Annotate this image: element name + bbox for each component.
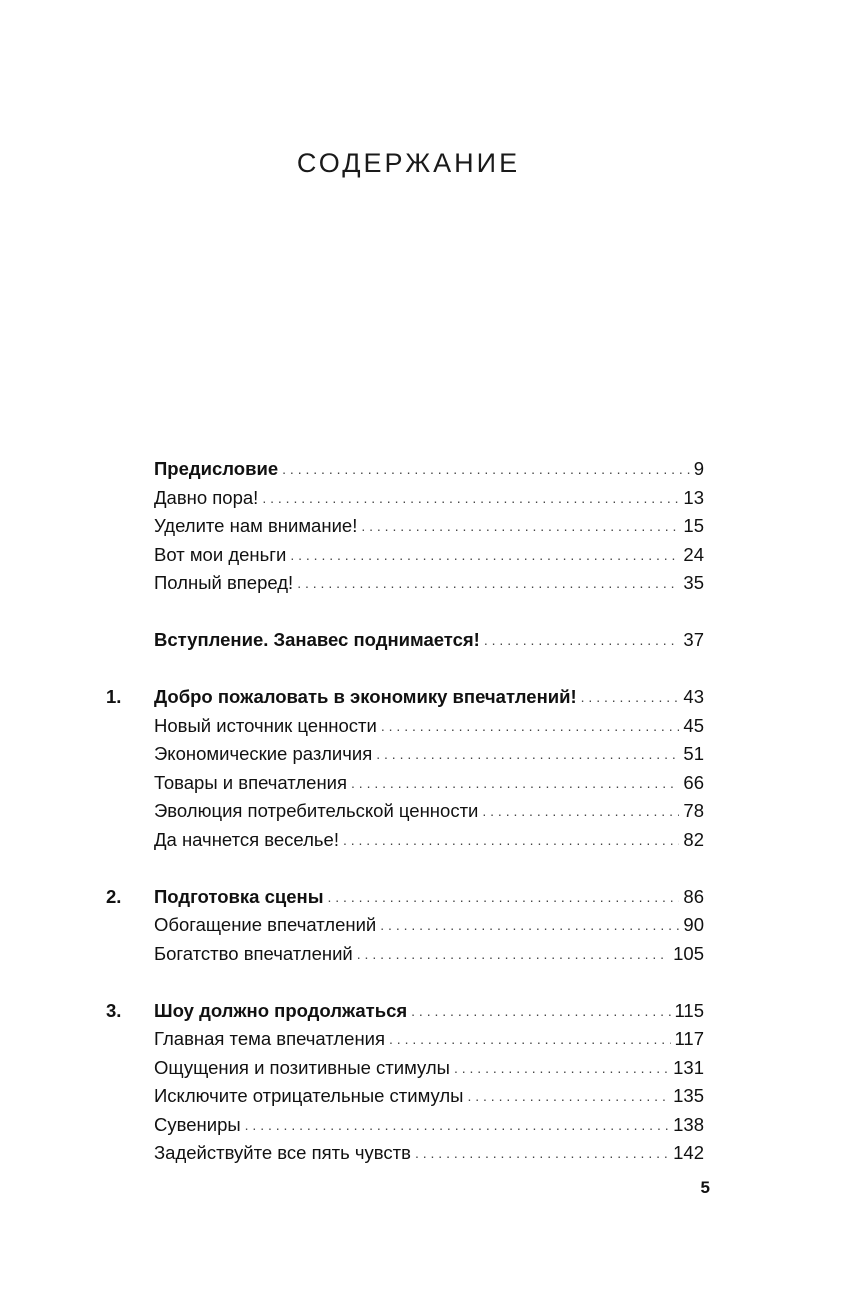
dot-leader — [262, 484, 679, 513]
toc-entry-title — [154, 683, 577, 712]
toc-entry-title-text: Новый источник ценности — [154, 714, 377, 736]
dot-leader — [411, 997, 670, 1026]
dot-leader — [484, 626, 680, 655]
toc-chapter-entry[interactable] — [106, 455, 704, 484]
toc-section — [106, 455, 704, 598]
toc-entry-title — [154, 1082, 463, 1111]
toc-entry-title-text: Полный вперед! — [154, 572, 294, 593]
toc-entry-title — [154, 997, 407, 1026]
toc-subsection-entry[interactable] — [106, 769, 704, 798]
dot-leader — [581, 683, 680, 712]
toc-entry-title-text: Вот мои деньги — [154, 543, 287, 565]
toc-entry-title — [154, 1139, 411, 1168]
toc-entry-title-text: Богатство впечатлений — [154, 942, 353, 964]
toc-section — [106, 683, 704, 854]
dot-leader — [381, 712, 680, 741]
toc-section — [106, 626, 704, 655]
toc-entry-title-text: Задействуйте все пять чувств — [154, 1142, 411, 1163]
toc-entry-title-text: Главная тема впечатления — [154, 1028, 386, 1049]
dot-leader — [482, 797, 679, 826]
toc-entry-page: 9 — [693, 458, 704, 479]
toc-chapter-entry[interactable] — [106, 883, 704, 912]
toc-entry-title — [154, 569, 293, 598]
toc-subsection-entry[interactable] — [106, 1025, 704, 1054]
dot-leader — [351, 769, 679, 798]
toc-entry-title — [154, 1111, 241, 1140]
toc-subsection-entry[interactable] — [106, 911, 704, 940]
toc-subsection-entry[interactable] — [106, 1082, 704, 1111]
toc-entry-title — [154, 512, 357, 541]
dot-leader — [343, 826, 679, 855]
dot-leader — [467, 1082, 669, 1111]
dot-leader — [245, 1111, 669, 1140]
toc-subsection-entry[interactable] — [106, 797, 704, 826]
toc-subsection-entry[interactable] — [106, 940, 704, 969]
toc-entry-title — [154, 769, 347, 798]
toc-chapter-entry[interactable] — [106, 997, 704, 1026]
toc-entry-page: 66 — [683, 771, 704, 793]
dot-leader — [282, 455, 690, 484]
toc-subsection-entry[interactable] — [106, 1139, 704, 1168]
toc-entry-page: 13 — [683, 486, 704, 508]
toc-entry-page: 135 — [673, 1085, 704, 1106]
dot-leader — [290, 541, 679, 570]
toc-entry-page: 51 — [683, 743, 704, 764]
toc-subsection-entry[interactable] — [106, 712, 704, 741]
toc-entry-title-text: Предисловие — [154, 458, 279, 479]
toc-entry-title-text: Товары и впечатления — [154, 771, 348, 793]
toc-subsection-entry[interactable] — [106, 512, 704, 541]
toc-entry-number: 3. — [106, 999, 122, 1021]
toc-entry-title — [154, 911, 376, 940]
toc-entry-page: 86 — [683, 885, 704, 907]
toc-entry-page: 35 — [683, 572, 704, 593]
toc-entry-page: 142 — [673, 1142, 704, 1163]
toc-entry-page: 15 — [683, 515, 704, 536]
toc-entry-title — [154, 484, 258, 513]
toc-entry-page: 115 — [674, 999, 704, 1021]
dot-leader — [415, 1139, 669, 1168]
toc-entry-number: 2. — [106, 885, 122, 907]
dot-leader — [328, 883, 680, 912]
toc-entry-title-text: Да начнется веселье! — [154, 828, 339, 850]
toc-entry-title-text: Уделите нам внимание! — [154, 515, 358, 536]
toc-entry-title — [154, 883, 324, 912]
toc-entry-page: 90 — [683, 914, 704, 935]
toc-entry-page: 24 — [683, 543, 704, 565]
toc-chapter-entry[interactable] — [106, 683, 704, 712]
toc-chapter-entry[interactable] — [106, 626, 704, 655]
toc-entry-number: 1. — [106, 686, 122, 707]
toc-entry-title-text: Исключите отрицательные стимулы — [154, 1085, 464, 1106]
toc-entry-page: 105 — [673, 942, 704, 964]
toc-subsection-entry[interactable] — [106, 541, 704, 570]
toc-entry-title-text: Вступление — [154, 629, 264, 650]
page-number: 5 — [700, 1178, 710, 1197]
dot-leader — [297, 569, 679, 598]
toc-entry-page: 45 — [683, 714, 704, 736]
page-title: СОДЕРЖАНИЕ — [296, 148, 521, 178]
toc-entry-title — [154, 797, 478, 826]
table-of-contents — [106, 455, 704, 1196]
toc-subsection-entry[interactable] — [106, 569, 704, 598]
dot-leader — [357, 940, 669, 969]
toc-entry-page: 43 — [683, 686, 704, 707]
toc-entry-page: 131 — [673, 1056, 704, 1078]
dot-leader — [376, 740, 679, 769]
dot-leader — [454, 1054, 669, 1083]
toc-entry-title-text: Сувениры — [154, 1113, 241, 1135]
toc-entry-title — [154, 712, 377, 741]
toc-entry-title — [154, 940, 353, 969]
toc-section — [106, 883, 704, 969]
toc-subsection-entry[interactable] — [106, 1111, 704, 1140]
toc-entry-title — [154, 626, 480, 655]
toc-section — [106, 997, 704, 1168]
toc-entry-page: 37 — [683, 629, 704, 650]
dot-leader — [361, 512, 679, 541]
toc-subsection-entry[interactable] — [106, 826, 704, 855]
toc-entry-title-text: Ощущения и позитивные стимулы — [154, 1056, 450, 1078]
toc-entry-title-text: Обогащение впечатлений — [154, 914, 377, 935]
toc-entry-title — [154, 455, 278, 484]
toc-entry-title-text: Добро пожаловать в экономику впечатлений! — [154, 686, 577, 707]
toc-entry-title-text: Эволюция потребительской ценности — [154, 800, 479, 821]
toc-subsection-entry[interactable] — [106, 740, 704, 769]
toc-entry-title — [154, 826, 339, 855]
dot-leader — [380, 911, 679, 940]
toc-entry-title — [154, 740, 372, 769]
toc-entry-title-text: Шоу должно продолжаться — [154, 999, 408, 1021]
toc-entry-title-text: Давно пора! — [154, 486, 259, 508]
toc-subsection-entry[interactable] — [106, 484, 704, 513]
toc-entry-page: 82 — [683, 828, 704, 850]
toc-entry-title — [154, 1054, 450, 1083]
toc-entry-title — [154, 541, 286, 570]
toc-entry-page: 117 — [674, 1028, 704, 1049]
dot-leader — [389, 1025, 670, 1054]
toc-entry-page: 78 — [683, 800, 704, 821]
toc-entry-title-text: Экономические различия — [154, 743, 373, 764]
toc-entry-title — [154, 1025, 385, 1054]
toc-entry-title-suffix: . Занавес поднимается! — [263, 629, 480, 650]
toc-entry-title-text: Подготовка сцены — [154, 885, 324, 907]
toc-subsection-entry[interactable] — [106, 1054, 704, 1083]
toc-entry-page: 138 — [673, 1113, 704, 1135]
